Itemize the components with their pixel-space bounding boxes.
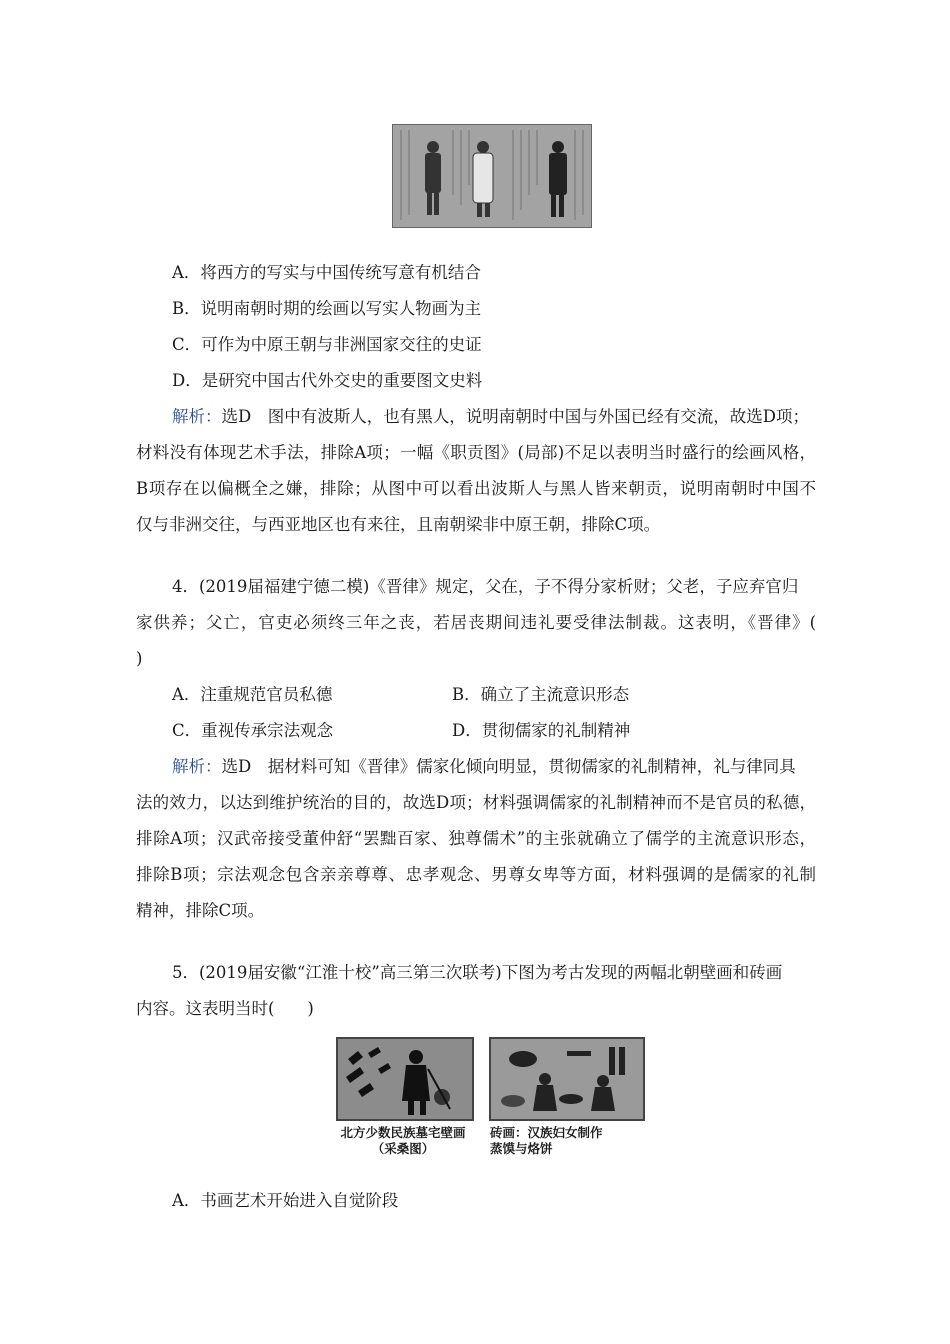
q3-analysis-line-2: 材料没有体现艺术手法，排除A项；一幅《职贡图》(局部)不足以表明当时盛行的绘画风格， xyxy=(136,443,816,462)
brick-painting-image xyxy=(489,1037,645,1121)
q4-stem-line-3: ) xyxy=(136,649,143,668)
q4-option-a: A．注重规范官员私德 xyxy=(172,685,333,704)
q5-option-a: A．书画艺术开始进入自觉阶段 xyxy=(172,1191,399,1210)
q3-analysis-line-1: 解析：选D 图中有波斯人，也有黑人，说明南朝时中国与外国已经有交流，故选D项； xyxy=(172,407,809,426)
q3-analysis-line-4: 仅与非洲交往，与西亚地区也有来往，且南朝梁非中原王朝，排除C项。 xyxy=(136,515,661,534)
tribute-painting-image xyxy=(392,124,592,228)
q5-stem-line-1: 5．(2019届安徽“江淮十校”高三第三次联考)下图为考古发现的两幅北朝壁画和砖画 xyxy=(172,963,783,982)
q4-analysis-line-3: 排除A项；汉武帝接受董仲舒“罢黜百家、独尊儒术”的主张就确立了儒学的主流意识形态， xyxy=(136,829,816,848)
q3-option-b: B．说明南朝时期的绘画以写实人物画为主 xyxy=(172,299,482,318)
q4-option-b: B．确立了主流意识形态 xyxy=(452,685,630,704)
q5-stem-line-2: 内容。这表明当时( ) xyxy=(136,999,314,1018)
analysis-label: 解析： xyxy=(172,407,222,426)
q4-stem-line-2: 家供养；父亡，官吏必须终三年之丧，若居丧期间违礼要受律法制裁。这表明，《晋律》( xyxy=(136,613,816,632)
q4-stem-line-1: 4．(2019届福建宁德二模)《晋律》规定，父在，子不得分家析财；父老，子应弃官归 xyxy=(172,577,799,596)
q4-analysis-line-5: 精神，排除C项。 xyxy=(136,901,265,920)
q3-option-d: D．是研究中国古代外交史的重要图文史料 xyxy=(172,371,483,390)
q4-option-c: C．重视传承宗法观念 xyxy=(172,721,334,740)
mulberry-mural-image xyxy=(336,1037,474,1121)
right-figure-caption: 砖画：汉族妇女制作 蒸馍与烙饼 xyxy=(490,1125,603,1156)
q3-analysis-line-3: B项存在以偏概全之嫌，排除；从图中可以看出波斯人与黑人皆来朝贡，说明南朝时中国不 xyxy=(136,479,816,498)
analysis-label: 解析： xyxy=(172,757,222,776)
q4-option-d: D．贯彻儒家的礼制精神 xyxy=(452,721,631,740)
q4-analysis-line-4: 排除B项；宗法观念包含亲亲尊尊、忠孝观念、男尊女卑等方面，材料强调的是儒家的礼制 xyxy=(136,865,816,884)
left-figure-caption: 北方少数民族墓宅壁画 （采桑图） xyxy=(340,1125,466,1156)
q3-option-a: A．将西方的写实与中国传统写意有机结合 xyxy=(172,263,481,282)
q4-analysis-line-1: 解析：选D 据材料可知《晋律》儒家化倾向明显，贯彻儒家的礼制精神，礼与律同具 xyxy=(172,757,796,776)
q4-analysis-line-2: 法的效力，以达到维护统治的目的，故选D项；材料强调儒家的礼制精神而不是官员的私德， xyxy=(136,793,816,812)
q3-option-c: C．可作为中原王朝与非洲国家交往的史证 xyxy=(172,335,482,354)
